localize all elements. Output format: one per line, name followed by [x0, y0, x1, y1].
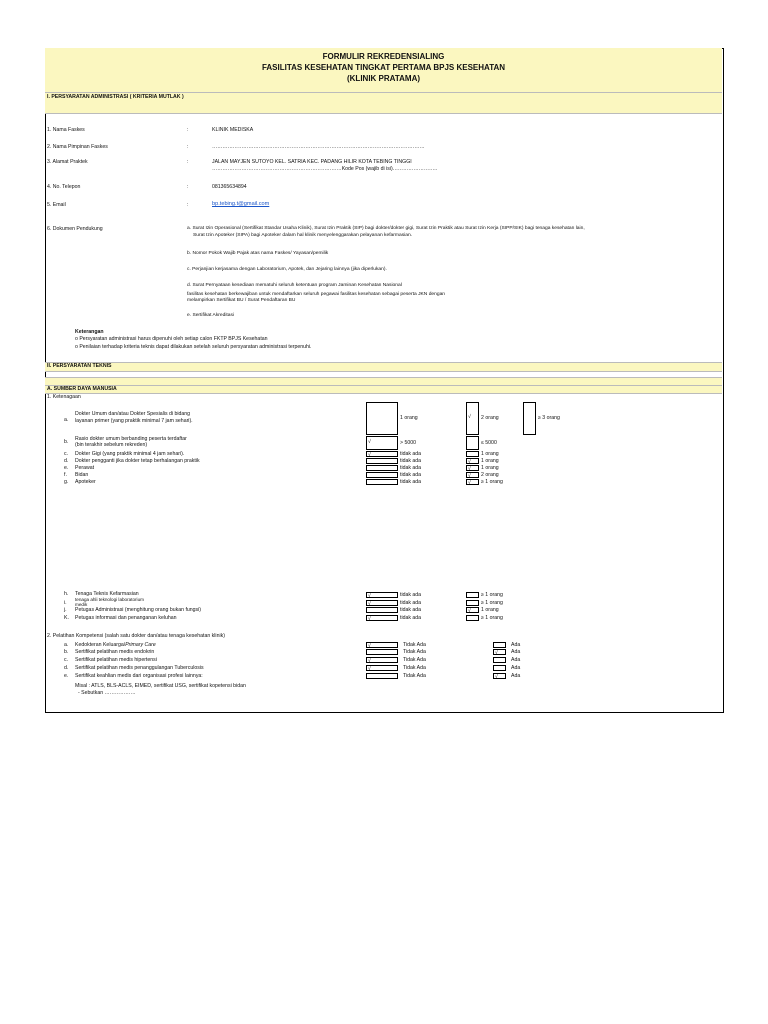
row-h-opt2: ≥ 1 orang [481, 592, 503, 598]
pelatihan-b-opt1: Tidak Ada [403, 649, 426, 655]
dokumen-a-line2: Surat Izin Apoteker (SIPA) bagi Apoteker dalam hal klinik menyelenggarakan pelayanan kefarmasian. [193, 233, 413, 238]
checkbox-row-a-3[interactable] [523, 402, 536, 435]
row-k-opt1: tidak ada [400, 615, 422, 621]
row-c-opt2: 1 orang [481, 451, 499, 457]
pelatihan-e-opt1: Tidak Ada [403, 673, 426, 679]
keterangan-title: Keterangan [75, 329, 104, 335]
row-b-opt1: > 5000 [400, 440, 417, 446]
field-colon: : [187, 159, 189, 165]
field-value-nama-faskes: KLINIK MEDISKA [212, 127, 254, 133]
field-colon: : [187, 144, 189, 150]
row-a-label-1: Dokter Umum dan/atau Dokter Spesialis di bidang [75, 411, 191, 417]
checkbox-row-d-1[interactable] [366, 458, 398, 464]
check-mark: √ [495, 674, 498, 680]
check-mark: √ [468, 459, 471, 465]
row-c-opt1: tidak ada [400, 451, 422, 457]
pelatihan-e-label: Sertifikat keahlian medis dari organisasi profesi lainnya: [75, 673, 203, 679]
row-h-letter: h. [64, 591, 69, 597]
row-f-letter: f. [64, 472, 67, 478]
checkbox-pelatihan-e-2[interactable] [493, 673, 506, 679]
pelatihan-a-label: Kedokteran Keluarga/Primary Care [75, 642, 156, 648]
row-j-opt1: tidak ada [400, 607, 422, 613]
checkbox-row-e-1[interactable] [366, 465, 398, 471]
row-f-opt2: 2 orang [481, 472, 499, 478]
checkbox-row-e-2[interactable] [466, 465, 479, 471]
keterangan-item-1: o Persyaratan administrasi harus dipenuhi oleh setiap calon FKTP BPJS Kesehatan [75, 336, 268, 342]
checkbox-pelatihan-e-1[interactable] [366, 673, 398, 679]
row-d-label: Dokter pengganti jika dokter tetap berhalangan praktik [75, 458, 200, 464]
checkbox-row-b-2[interactable] [466, 436, 479, 450]
row-f-opt1: tidak ada [400, 472, 422, 478]
dokumen-b: b. Nomor Pokok Wajib Pajak atas nama Faskes/ Yayasan/pemilik [187, 251, 329, 256]
field-colon: : [187, 202, 189, 208]
pelatihan-c-letter: c. [64, 657, 69, 663]
checkbox-pelatihan-d-1[interactable] [366, 665, 398, 671]
pelatihan-b-letter: b. [64, 649, 69, 655]
pelatihan-e-letter: e. [64, 673, 69, 679]
section1-title: I. PERSYARATAN ADMINISTRASI ( KRITERIA MUTLAK ) [47, 94, 184, 100]
row-j-label: Petugas Administrasi (menghitung orang bukan fungsi) [75, 607, 202, 613]
check-mark: √ [468, 608, 471, 614]
ketenagaan-title: 1. Ketenagaan [47, 394, 81, 400]
checkbox-row-h-2[interactable] [466, 592, 479, 598]
row-e-letter: e. [64, 465, 69, 471]
check-mark: √ [368, 616, 371, 622]
checkbox-pelatihan-a-1[interactable] [366, 642, 398, 648]
row-e-opt2: 1 orang [481, 465, 499, 471]
check-mark: √ [495, 650, 498, 656]
field-colon: : [187, 184, 189, 190]
row-b-opt2: ≤ 5000 [481, 440, 497, 446]
checkbox-row-a-1[interactable] [366, 402, 398, 435]
field-value-alamat: JALAN MAYJEN SUTOYO KEL. SATRIA KEC. PADANG HILIR KOTA TEBING TINGGI [212, 159, 412, 165]
checkbox-row-d-2[interactable] [466, 458, 479, 464]
dokumen-e: e. Sertifikat Akreditasi [187, 313, 235, 318]
row-h-opt1: tidak ada [400, 592, 422, 598]
pelatihan-d-opt2: Ada [511, 665, 521, 671]
section2-bar [45, 362, 722, 372]
checkbox-pelatihan-c-2[interactable] [493, 657, 506, 663]
pelatihan-c-label: Sertifikat pelatihan medis hipertensi [75, 657, 157, 663]
dokumen-c: c. Perjanjian kerjasama dengan Laboratorium, Apotek, dan Jejaring lainnya (jika diperlukan). [187, 267, 387, 272]
row-g-opt2: ≥ 1 orang [481, 479, 503, 485]
dokumen-d-line3: melampirkan Sertifikat BU / Surat Pendaftaran BU [187, 298, 296, 303]
field-value-alamat-2: …………………………………………………………………Kode Pos (wajib di isi)…………………….. [212, 166, 438, 172]
sdm-title: A. SUMBER DAYA MANUSIA [47, 386, 117, 392]
field-value-pimpinan: …………………………………………………………………………………………………………… [212, 144, 425, 150]
row-a-opt3: ≥ 3 orang [538, 415, 560, 421]
check-mark: √ [368, 666, 371, 672]
field-label-email: 5. Email [47, 202, 66, 208]
email-link[interactable]: bp.tebing.t@gmail.com [212, 201, 270, 207]
dokumen-a-line1: a. Surat Izin Operasional (Sertifikat Standar Usaha Klinik), Surat Izin Praktik (SIP) bagi dokter/dokter gigi, Surat Izin Praktik atau Surat Izin Kerja (SIPP/SIK) bagi tenaga kesehatan lain, [187, 226, 585, 231]
checkbox-row-j-1[interactable] [366, 607, 398, 613]
row-b-label-1: Rasio dokter umum berbanding peserta terdaftar [75, 436, 187, 442]
checkbox-row-i-1[interactable] [366, 600, 398, 606]
row-i-label: tenaga ahli teknologi laboratorium [75, 597, 144, 602]
pelatihan-b-label: Sertifikat pelatihan medis endokrin [75, 649, 155, 655]
checkbox-row-f-1[interactable] [366, 472, 398, 478]
pelatihan-c-opt2: Ada [511, 657, 521, 663]
row-b-label-2: (bin terakhir sebelum rekreden) [75, 442, 148, 448]
checkbox-pelatihan-c-1[interactable] [366, 657, 398, 663]
field-label-pimpinan: 2. Nama Pimpinan Faskes [47, 144, 108, 150]
row-d-letter: d. [64, 458, 69, 464]
dokumen-label: 6. Dokumen Pendukung [47, 226, 103, 232]
row-a-opt1: 1 orang [400, 415, 418, 421]
row-g-label: Apoteker [75, 479, 96, 485]
checkbox-pelatihan-b-2[interactable] [493, 649, 506, 655]
checkbox-pelatihan-a-2[interactable] [493, 642, 506, 648]
pelatihan-title: 2. Pelatihan Kompetensi (salah satu dokter dan/atau tenaga kesehatan klinik) [47, 633, 225, 639]
field-label-alamat: 3. Alamat Praktek [47, 159, 88, 165]
check-mark: √ [468, 480, 471, 486]
row-c-letter: c. [64, 451, 69, 457]
checkbox-row-i-2[interactable] [466, 600, 479, 606]
checkbox-row-c-1[interactable] [366, 451, 398, 457]
row-k-label: Petugas informasi dan penanganan keluhan [75, 615, 177, 621]
pelatihan-a-letter: a. [64, 642, 69, 648]
check-mark: √ [468, 466, 471, 472]
field-label-telepon: 4. No. Telepon [47, 184, 81, 190]
pelatihan-c-opt1: Tidak Ada [403, 657, 426, 663]
row-a-label-2: layanan primer (yang praktik minimal 7 jam sehari). [75, 418, 193, 424]
pelatihan-a-opt1: Tidak Ada [403, 642, 426, 648]
check-mark: √ [468, 473, 471, 479]
dokumen-d-line2: fasilitas kesehatan berkewajiban untuk mendaftarkan seluruh pegawai fasilitas kesehatan sebagai peserta JKN dengan [187, 292, 446, 297]
row-e-label: Perawat [75, 465, 95, 471]
checkbox-pelatihan-d-2[interactable] [493, 665, 506, 671]
row-g-letter: g. [64, 479, 69, 485]
check-mark: √ [368, 601, 371, 607]
checkbox-row-a-2[interactable] [466, 402, 479, 435]
row-d-opt2: 1 orang [481, 458, 499, 464]
pelatihan-d-letter: d. [64, 665, 69, 671]
checkbox-row-f-2[interactable] [466, 472, 479, 478]
field-colon: : [187, 127, 189, 133]
form-subtitle: FASILITAS KESEHATAN TINGKAT PERTAMA BPJS KESEHATAN [261, 63, 506, 72]
row-b-letter: b. [64, 439, 69, 445]
checkbox-row-g-2[interactable] [466, 479, 479, 485]
section2-title: II. PERSYARATAN TEKNIS [47, 363, 112, 369]
checkbox-row-j-2[interactable] [466, 607, 479, 613]
field-value-telepon: 081365634894 [212, 184, 247, 190]
sdm-bar [45, 385, 722, 394]
check-mark: √ [368, 643, 371, 649]
row-i-letter: i. [64, 600, 67, 606]
check-mark: √ [368, 452, 371, 458]
checkbox-row-c-2[interactable] [466, 451, 479, 457]
checkbox-pelatihan-b-1[interactable] [366, 649, 398, 655]
pelatihan-d-opt1: Tidak Ada [403, 665, 426, 671]
row-g-opt1: tidak ada [400, 479, 422, 485]
field-label-nama-faskes: 1. Nama Faskes [47, 127, 85, 133]
form-title: FORMULIR REKREDENSIALING [322, 52, 445, 61]
checkbox-row-k-1[interactable] [366, 615, 398, 621]
row-i-opt2: ≥ 1 orang [481, 600, 503, 606]
check-mark: √ [368, 658, 371, 664]
check-mark: √ [368, 593, 371, 599]
sebutkan-text: - Sebutkan ……………… [78, 690, 136, 696]
checkbox-row-k-2[interactable] [466, 615, 479, 621]
row-d-opt1: tidak ada [400, 458, 422, 464]
row-i-opt1: tidak ada [400, 600, 422, 606]
row-a-letter: a. [64, 417, 69, 423]
row-j-letter: j. [64, 607, 67, 613]
pelatihan-d-label: Sertifikat pelatihan medis penanggulangan Tuberculosis [75, 665, 204, 671]
pelatihan-b-opt2: Ada [511, 649, 521, 655]
row-e-opt1: tidak ada [400, 465, 422, 471]
keterangan-item-2: o Penilaian terhadap kriteria teknis dapat dilakukan setelah seluruh persyaratan administrasi terpenuhi. [75, 344, 312, 350]
misal-text: Misal : ATLS, BLS-ACLS, EIMED, sertifikat USG, sertifikat kopetensi bidan [75, 683, 246, 689]
check-mark: √ [368, 439, 371, 445]
checkbox-row-h-1[interactable] [366, 592, 398, 598]
pelatihan-e-opt2: Ada [511, 673, 521, 679]
row-i-label-2: medik [75, 602, 88, 607]
row-j-opt2: 1 orang [481, 607, 499, 613]
checkbox-row-g-1[interactable] [366, 479, 398, 485]
row-a-opt2: 2 orang [481, 415, 499, 421]
row-c-label: Dokter Gigi (yang praktik minimal 4 jam sehari). [75, 451, 185, 457]
row-k-letter: K. [64, 615, 69, 621]
checkbox-row-b-1[interactable] [366, 436, 398, 450]
row-f-label: Bidan [75, 472, 89, 478]
row-h-label: Tenaga Teknis Kefarmasian [75, 591, 139, 597]
row-k-opt2: ≥ 1 orang [481, 615, 503, 621]
dokumen-d-line1: d. Surat Pernyataan kesediaan mematuhi seluruh ketentuan program Jaminan Kesehatan Nasional [187, 283, 402, 288]
pelatihan-a-opt2: Ada [511, 642, 521, 648]
form-subtitle-2: (KLINIK PRATAMA) [346, 74, 421, 83]
check-mark: √ [468, 414, 471, 420]
